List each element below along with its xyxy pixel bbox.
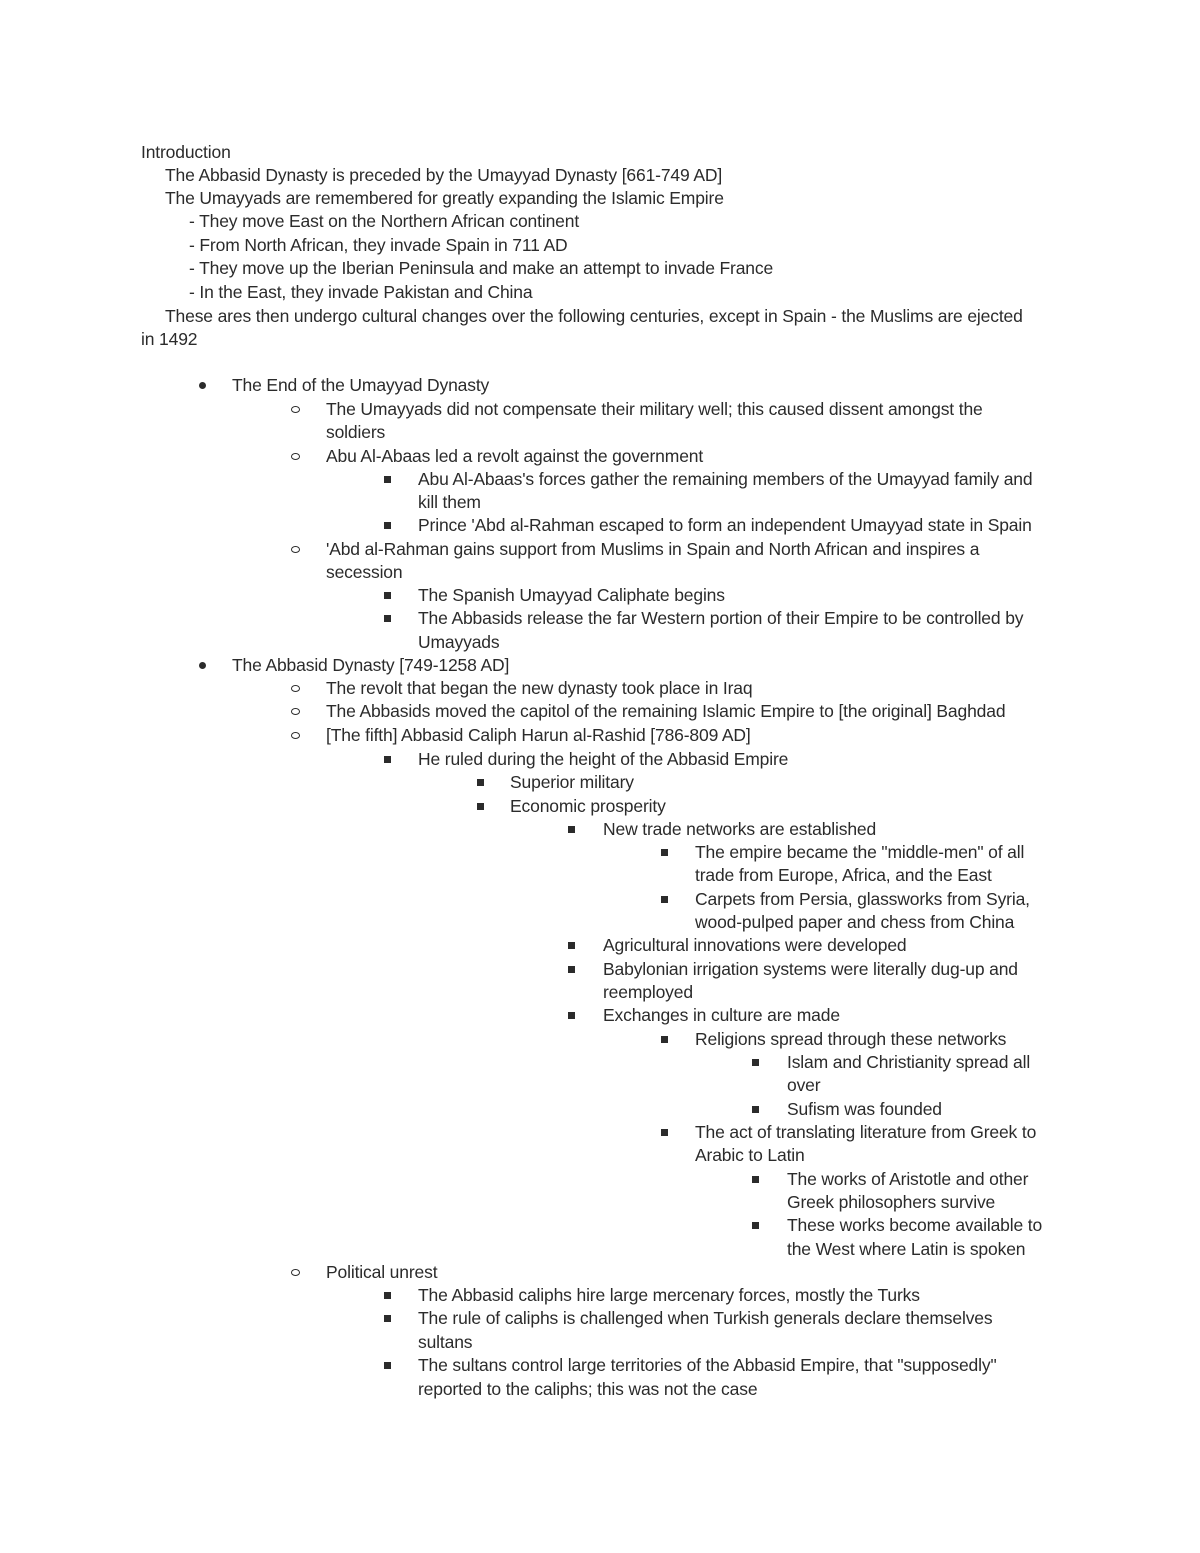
bullet-square-icon xyxy=(384,592,391,599)
outline-level2-item: Abu Al-Abaas led a revolt against the government xyxy=(326,446,704,466)
bullet-hollow-circle-icon xyxy=(291,1269,300,1276)
bullet-square-icon xyxy=(568,966,575,973)
outline-level3-item: Umayyads xyxy=(418,632,500,652)
bullet-square-icon xyxy=(477,779,484,786)
bullet-square-icon xyxy=(752,1106,759,1113)
outline-level3-item: kill them xyxy=(418,492,481,512)
bullet-square-icon xyxy=(568,942,575,949)
bullet-square-icon xyxy=(752,1176,759,1183)
bullet-square-icon xyxy=(384,1292,391,1299)
outline-level3-item: The Spanish Umayyad Caliphate begins xyxy=(418,585,725,605)
bullet-hollow-circle-icon xyxy=(291,453,300,460)
outline-level5-item: New trade networks are established xyxy=(603,819,877,839)
outline-level3-item: The rule of caliphs is challenged when Turkish generals declare themselves xyxy=(418,1308,993,1328)
outline-level6-item: The act of translating literature from Greek to xyxy=(695,1122,1037,1142)
outline-level2-item: [The fifth] Abbasid Caliph Harun al-Rashid [786-809 AD] xyxy=(326,725,751,745)
intro-dash-item: - They move up the Iberian Peninsula and make an attempt to invade France xyxy=(189,258,774,278)
bullet-square-icon xyxy=(661,1129,668,1136)
outline-level2-item: soldiers xyxy=(326,422,386,442)
outline-level2-item: 'Abd al-Rahman gains support from Muslims in Spain and North African and inspires a xyxy=(326,539,980,559)
outline-level6-item: Arabic to Latin xyxy=(695,1145,805,1165)
outline-level6-item: Carpets from Persia, glassworks from Syria, xyxy=(695,889,1030,909)
outline-level5-item: Babylonian irrigation systems were literally dug-up and xyxy=(603,959,1018,979)
bullet-square-icon xyxy=(661,1036,668,1043)
outline-level3-item: The Abbasid caliphs hire large mercenary forces, mostly the Turks xyxy=(418,1285,920,1305)
bullet-square-icon xyxy=(384,756,391,763)
bullet-square-icon xyxy=(477,803,484,810)
outline-level7-item: the West where Latin is spoken xyxy=(787,1239,1026,1259)
outline-level4-item: Economic prosperity xyxy=(510,796,666,816)
outline-level7-item: over xyxy=(787,1075,821,1095)
outline-level3-item: The Abbasids release the far Western portion of their Empire to be controlled by xyxy=(418,608,1024,628)
outline-level7-item: Greek philosophers survive xyxy=(787,1192,996,1212)
outline-level2-item: The Umayyads did not compensate their military well; this caused dissent amongst the xyxy=(326,399,983,419)
outline-level5-item: Agricultural innovations were developed xyxy=(603,935,907,955)
outline-level5-item: Exchanges in culture are made xyxy=(603,1005,840,1025)
outline-level6-item: Religions spread through these networks xyxy=(695,1029,1007,1049)
bullet-square-icon xyxy=(384,522,391,529)
intro-paragraph: These ares then undergo cultural changes over the following centuries, except in Spain - the Muslims are ejected xyxy=(165,306,1023,326)
outline-level3-item: sultans xyxy=(418,1332,473,1352)
outline-level3-item: The sultans control large territories of the Abbasid Empire, that "supposedly" xyxy=(418,1355,997,1375)
outline-level5-item: reemployed xyxy=(603,982,693,1002)
outline-level2-item: Political unrest xyxy=(326,1262,438,1282)
bullet-square-icon xyxy=(384,615,391,622)
intro-paragraph: The Abbasid Dynasty is preceded by the Umayyad Dynasty [661-749 AD] xyxy=(165,165,723,185)
bullet-square-icon xyxy=(384,1362,391,1369)
outline-level3-item: He ruled during the height of the Abbasid Empire xyxy=(418,749,789,769)
bullet-hollow-circle-icon xyxy=(291,685,300,692)
bullet-square-icon xyxy=(568,826,575,833)
bullet-square-icon xyxy=(752,1059,759,1066)
intro-dash-item: - From North African, they invade Spain in 711 AD xyxy=(189,235,568,255)
bullet-square-icon xyxy=(568,1012,575,1019)
outline-level4-item: Superior military xyxy=(510,772,634,792)
bullet-hollow-circle-icon xyxy=(291,708,300,715)
bullet-hollow-circle-icon xyxy=(291,732,300,739)
outline-level7-item: Islam and Christianity spread all xyxy=(787,1052,1031,1072)
outline-level3-item: reported to the caliphs; this was not the case xyxy=(418,1379,758,1399)
outline-level2-item: secession xyxy=(326,562,403,582)
intro-dash-item: - In the East, they invade Pakistan and China xyxy=(189,282,533,302)
intro-paragraph: in 1492 xyxy=(141,329,198,349)
outline-level7-item: These works become available to xyxy=(787,1215,1043,1235)
bullet-filled-circle-icon xyxy=(199,662,206,669)
intro-dash-item: - They move East on the Northern African continent xyxy=(189,211,580,231)
bullet-square-icon xyxy=(752,1222,759,1229)
outline-level7-item: The works of Aristotle and other xyxy=(787,1169,1029,1189)
bullet-square-icon xyxy=(384,1315,391,1322)
outline-level2-item: The revolt that began the new dynasty took place in Iraq xyxy=(326,678,753,698)
outline-level3-item: Prince 'Abd al-Rahman escaped to form an independent Umayyad state in Spain xyxy=(418,515,1032,535)
bullet-square-icon xyxy=(661,849,668,856)
bullet-filled-circle-icon xyxy=(199,382,206,389)
bullet-hollow-circle-icon xyxy=(291,406,300,413)
bullet-hollow-circle-icon xyxy=(291,546,300,553)
outline-level2-item: The Abbasids moved the capitol of the remaining Islamic Empire to [the original] Baghdad xyxy=(326,701,1006,721)
intro-paragraph: The Umayyads are remembered for greatly expanding the Islamic Empire xyxy=(165,188,724,208)
bullet-square-icon xyxy=(661,896,668,903)
outline-level6-item: wood-pulped paper and chess from China xyxy=(695,912,1015,932)
outline-level7-item: Sufism was founded xyxy=(787,1099,942,1119)
intro-heading: Introduction xyxy=(141,142,231,162)
outline-level1-item: The Abbasid Dynasty [749-1258 AD] xyxy=(232,655,510,675)
outline-level6-item: trade from Europe, Africa, and the East xyxy=(695,865,992,885)
outline-level3-item: Abu Al-Abaas's forces gather the remaining members of the Umayyad family and xyxy=(418,469,1033,489)
outline-level6-item: The empire became the "middle-men" of all xyxy=(695,842,1025,862)
bullet-square-icon xyxy=(384,476,391,483)
outline-level1-item: The End of the Umayyad Dynasty xyxy=(232,375,490,395)
